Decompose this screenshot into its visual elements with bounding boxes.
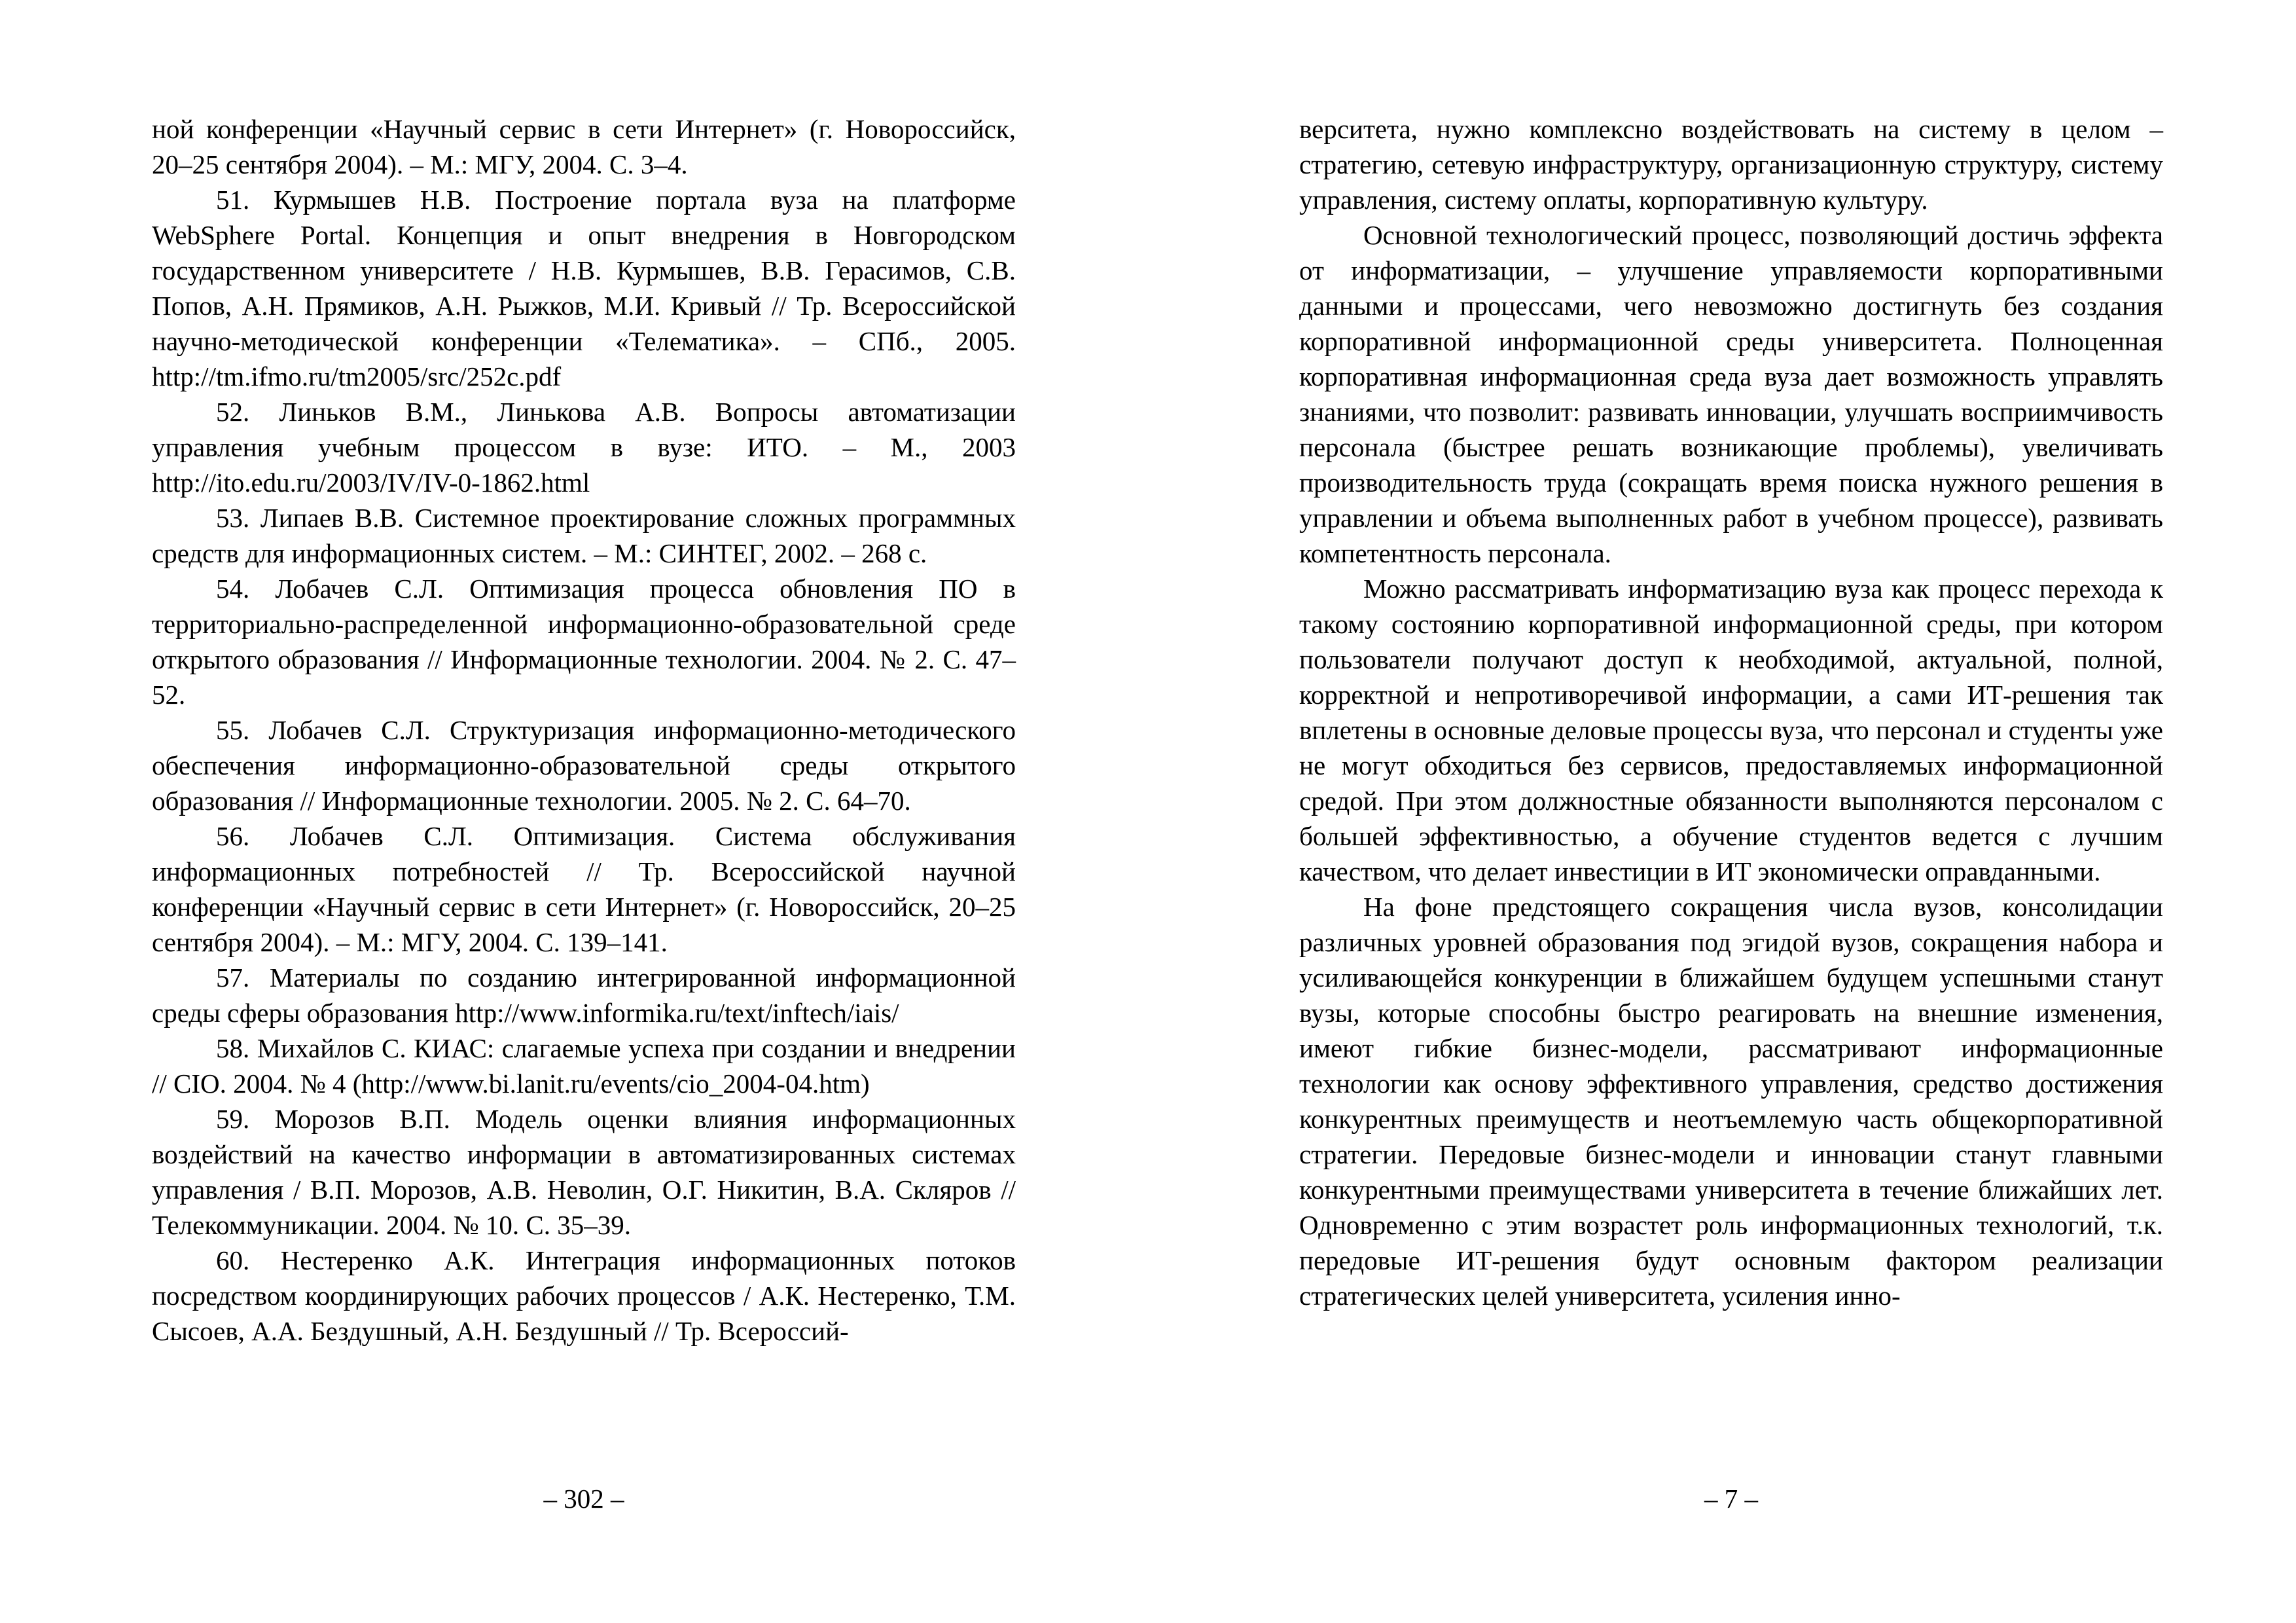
reference-59: 59. Морозов В.П. Модель оценки влияния информационных воздействий на качество информации в автоматизированных системах управления / В.П. Морозов, А.В. Неволин, О.Г. Никитин, В.А. Скляров // Телекоммуникации. 2004. № 10. С. 35–39.: [152, 1104, 1016, 1240]
reference-60: 60. Нестеренко А.К. Интеграция информационных потоков посредством координирующих рабочих процессов / А.К. Нестеренко, Т.М. Сысоев, А.А. Бездушный, А.Н. Бездушный // Тр. Всероссий-: [152, 1245, 1016, 1346]
reference-58: 58. Михайлов С. КИАС: слагаемые успеха при создании и внедрении // CIO. 2004. № 4 (http://www.bi.lanit.ru/events/cio_2004-04.htm): [152, 1033, 1016, 1099]
reference-53: 53. Липаев В.В. Системное проектирование сложных программных средств для информационных систем. – М.: СИНТЕГ, 2002. – 268 с.: [152, 503, 1016, 568]
left-continuation-text: ной конференции «Научный сервис в сети Интернет» (г. Новороссийск, 20–25 сентября 2004). – М.: МГУ, 2004. С. 3–4.: [152, 114, 1016, 179]
reference-57: 57. Материалы по созданию интегрированной информационной среды сферы образования http://www.informika.ru/text/inftech/iais/: [152, 962, 1016, 1028]
right-page: [1299, 111, 2163, 1313]
reference-56: 56. Лобачев С.Л. Оптимизация. Система обслуживания информационных потребностей // Тр. Всероссийской научной конференции «Научный сервис в сети Интернет» (г. Новороссийск, 20–25 сентября 2004). – М.: МГУ, 2004. С. 139–141.: [152, 821, 1016, 957]
paragraph-main-process: Основной технологический процесс, позволяющий достичь эффекта от информатизации, – улучшение управляемости корпоративными данными и процессами, чего невозможно достигнуть без создания корпоративной информационной среды университета. Полноценная корпоративная информационная среда вуза дает возможность управлять знаниями, что позволит: развивать инновации, улучшать восприимчивость персонала (быстрее решать возникающие проблемы), увеличивать производительность труда (сокращать время поиска нужного решения в управлении и объема выполненных работ в учебном процессе), развивать компетентность персонала.: [1299, 220, 2163, 568]
reference-55: 55. Лобачев С.Л. Структуризация информационно-методического обеспечения информационно-образовательной среды открытого образования // Информационные технологии. 2005. № 2. С. 64–70.: [152, 715, 1016, 816]
paragraph-informatization: Можно рассматривать информатизацию вуза как процесс перехода к такому состоянию корпоративной информационной среды, при котором пользователи получают доступ к необходимой, актуальной, полной, корректной и непротиворечивой информации, а сами ИТ-решения так вплетены в основные деловые процессы вуза, что персонал и студенты уже не могут обходиться без сервисов, предоставляемых информационной средой. При этом должностные обязанности выполняются персоналом с большей эффективностью, а обучение студентов ведется с лучшим качеством, что делает инвестиции в ИТ экономически оправданными.: [1299, 574, 2163, 886]
left-page: [152, 111, 1016, 1349]
right-continuation-text: верситета, нужно комплексно воздействовать на систему в целом – стратегию, сетевую инфраструктуру, организационную структуру, систему управления, систему оплаты, корпоративную культуру.: [1299, 114, 2163, 215]
reference-54: 54. Лобачев С.Л. Оптимизация процесса обновления ПО в территориально-распределенной информационно-образовательной среде открытого образования // Информационные технологии. 2004. № 2. С. 47–52.: [152, 574, 1016, 710]
reference-51: 51. Курмышев Н.В. Построение портала вуза на платформе WebSphere Portal. Концепция и опыт внедрения в Новгородском государственном университете / Н.В. Курмышев, В.В. Герасимов, С.В. Попов, А.Н. Прямиков, А.Н. Рыжков, М.И. Кривый // Тр. Всероссийской научно-методической конференции «Телематика». – СПб., 2005. http://tm.ifmo.ru/tm2005/src/252c.pdf: [152, 185, 1016, 392]
paragraph-competition: На фоне предстоящего сокращения числа вузов, консолидации различных уровней образования под эгидой вузов, сокращения набора и усиливающейся конкуренции в ближайшем будущем успешными станут вузы, которые способны быстро реагировать на внешние изменения, имеют гибкие бизнес-модели, рассматривают информационные технологии как основу эффективного управления, средство достижения конкурентных преимуществ и неотъемлемую часть общекорпоративной стратегии. Передовые бизнес-модели и инновации станут главными конкурентными преимуществами университета в течение ближайших лет. Одновременно с этим возрастет роль информационных технологий, т.к. передовые ИТ-решения будут основным фактором реализации стратегических целей университета, усиления инно-: [1299, 892, 2163, 1311]
page-number-left: – 302 –: [543, 1484, 624, 1514]
page-number-right: – 7 –: [1704, 1484, 1758, 1514]
reference-52: 52. Линьков В.М., Линькова А.В. Вопросы автоматизации управления учебным процессом в вузе: ИТО. – М., 2003 http://ito.edu.ru/2003/IV/IV-0-1862.html: [152, 397, 1016, 498]
